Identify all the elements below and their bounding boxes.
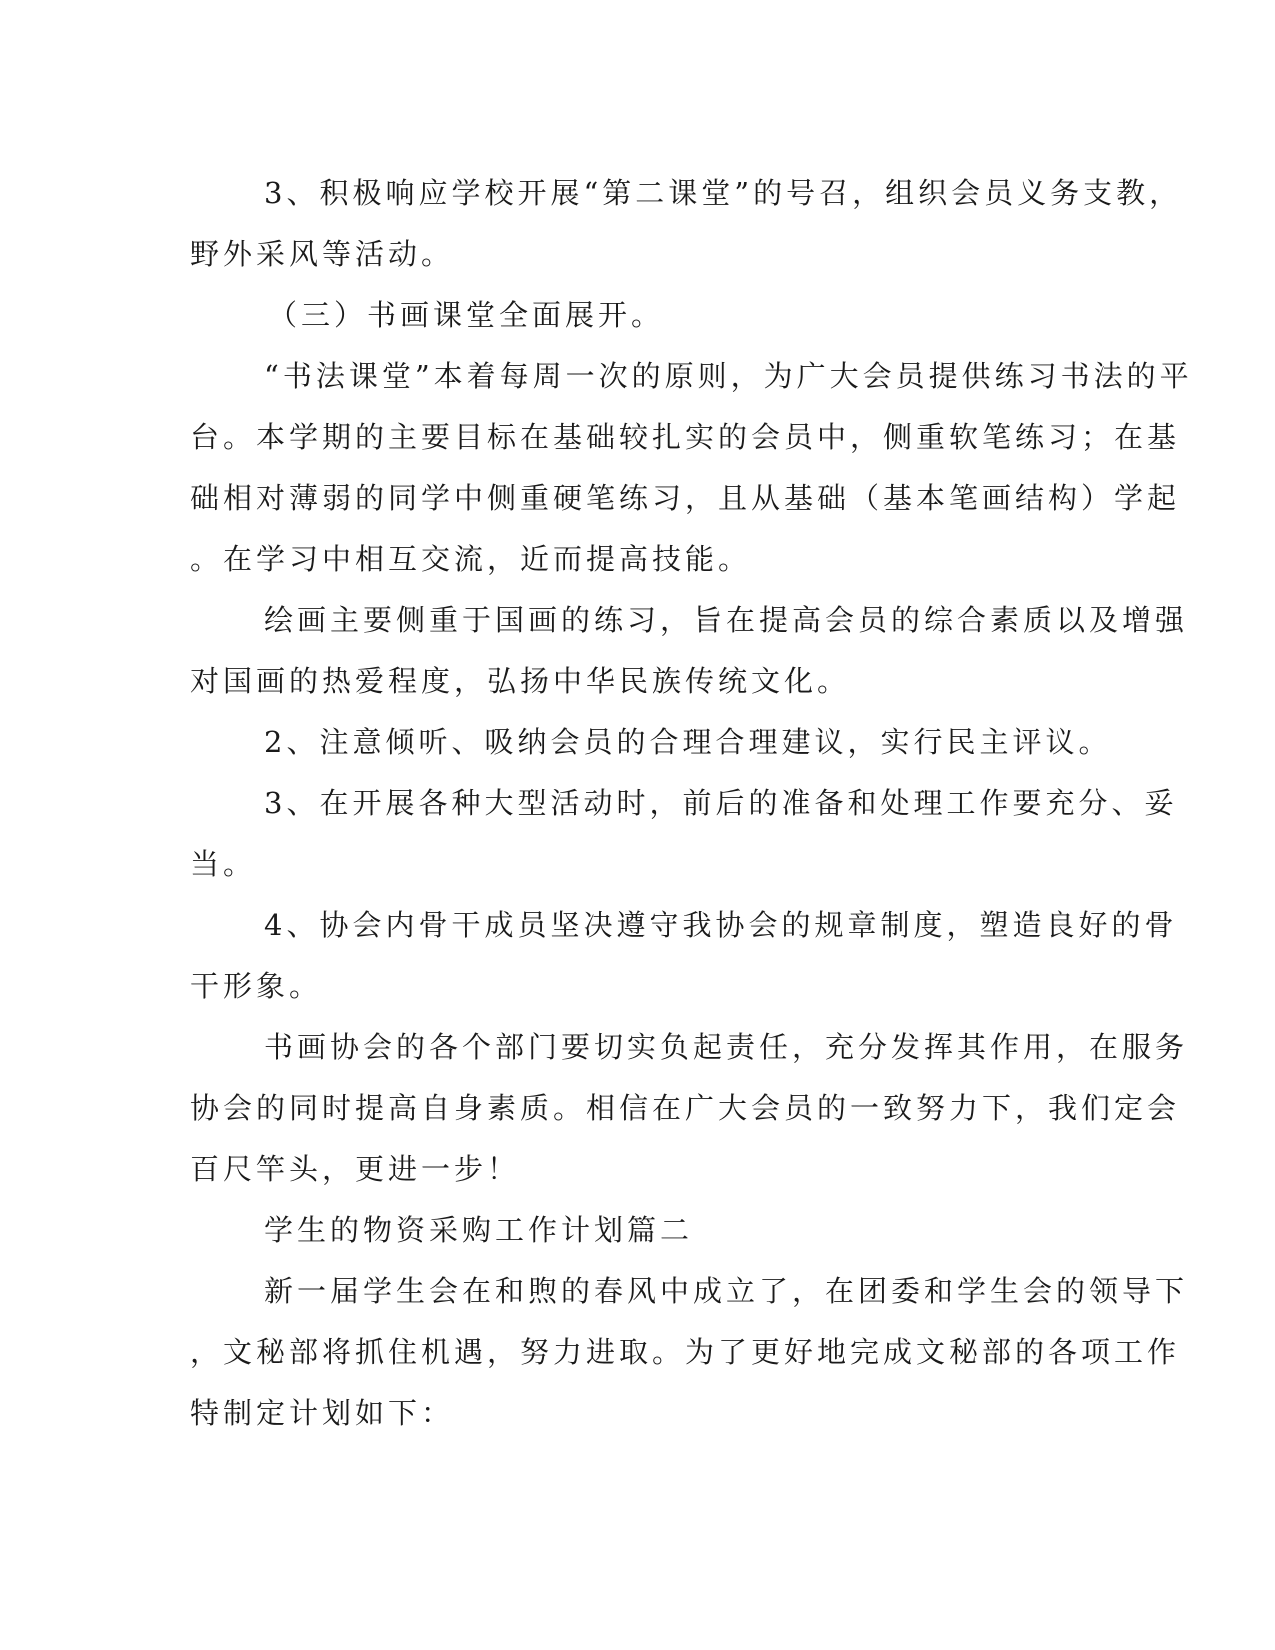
text-line: 干形象。 [190, 969, 323, 1003]
text-line: 当。 [190, 847, 257, 881]
paragraph-2 [190, 285, 1080, 346]
text-line: ，文秘部将抓住机遇，努力进取。为了更好地完成文秘部的各项工作 [190, 1335, 1181, 1369]
paragraph-5 [190, 712, 1112, 773]
paragraph-9 [190, 1200, 1080, 1261]
text-line: 百尺竿头，更进一步！ [190, 1152, 521, 1186]
text-line: 3、积极响应学校开展“第二课堂”的号召，组织会员义务支教， [264, 176, 1183, 210]
paragraph-1 [190, 163, 1183, 285]
text-line: 2、注意倾听、吸纳会员的合理合理建议，实行民主评议。 [264, 725, 1112, 759]
text-line: 。在学习中相互交流，近而提高技能。 [190, 542, 752, 576]
text-line: 野外采风等活动。 [190, 237, 455, 271]
section-heading: 学生的物资采购工作计划篇二 [264, 1213, 694, 1247]
paragraph-10 [190, 1261, 1189, 1444]
document-body [190, 163, 1193, 1444]
paragraph-6 [190, 773, 1178, 895]
text-line: 新一届学生会在和煦的春风中成立了，在团委和学生会的领导下 [264, 1274, 1189, 1308]
text-line: 协会的同时提高自身素质。相信在广大会员的一致努力下，我们定会 [190, 1091, 1181, 1125]
paragraph-8 [190, 1017, 1189, 1200]
text-line: 础相对薄弱的同学中侧重硬笔练习，且从基础（基本笔画结构）学起 [190, 481, 1181, 515]
text-line: “书法课堂”本着每周一次的原则，为广大会员提供练习书法的平 [264, 359, 1193, 393]
text-line: 3、在开展各种大型活动时，前后的准备和处理工作要充分、妥 [264, 786, 1178, 820]
text-line: 台。本学期的主要目标在基础较扎实的会员中，侧重软笔练习；在基 [190, 420, 1181, 454]
paragraph-4 [190, 590, 1189, 712]
paragraph-7 [190, 895, 1178, 1017]
text-line: 绘画主要侧重于国画的练习，旨在提高会员的综合素质以及增强 [264, 603, 1189, 637]
section-heading: （三）书画课堂全面展开。 [268, 298, 665, 332]
paragraph-3 [190, 346, 1193, 590]
text-line: 特制定计划如下： [190, 1396, 455, 1430]
text-line: 4、协会内骨干成员坚决遵守我协会的规章制度，塑造良好的骨 [264, 908, 1178, 942]
text-line: 书画协会的各个部门要切实负起责任，充分发挥其作用，在服务 [264, 1030, 1189, 1064]
text-line: 对国画的热爱程度，弘扬中华民族传统文化。 [190, 664, 851, 698]
